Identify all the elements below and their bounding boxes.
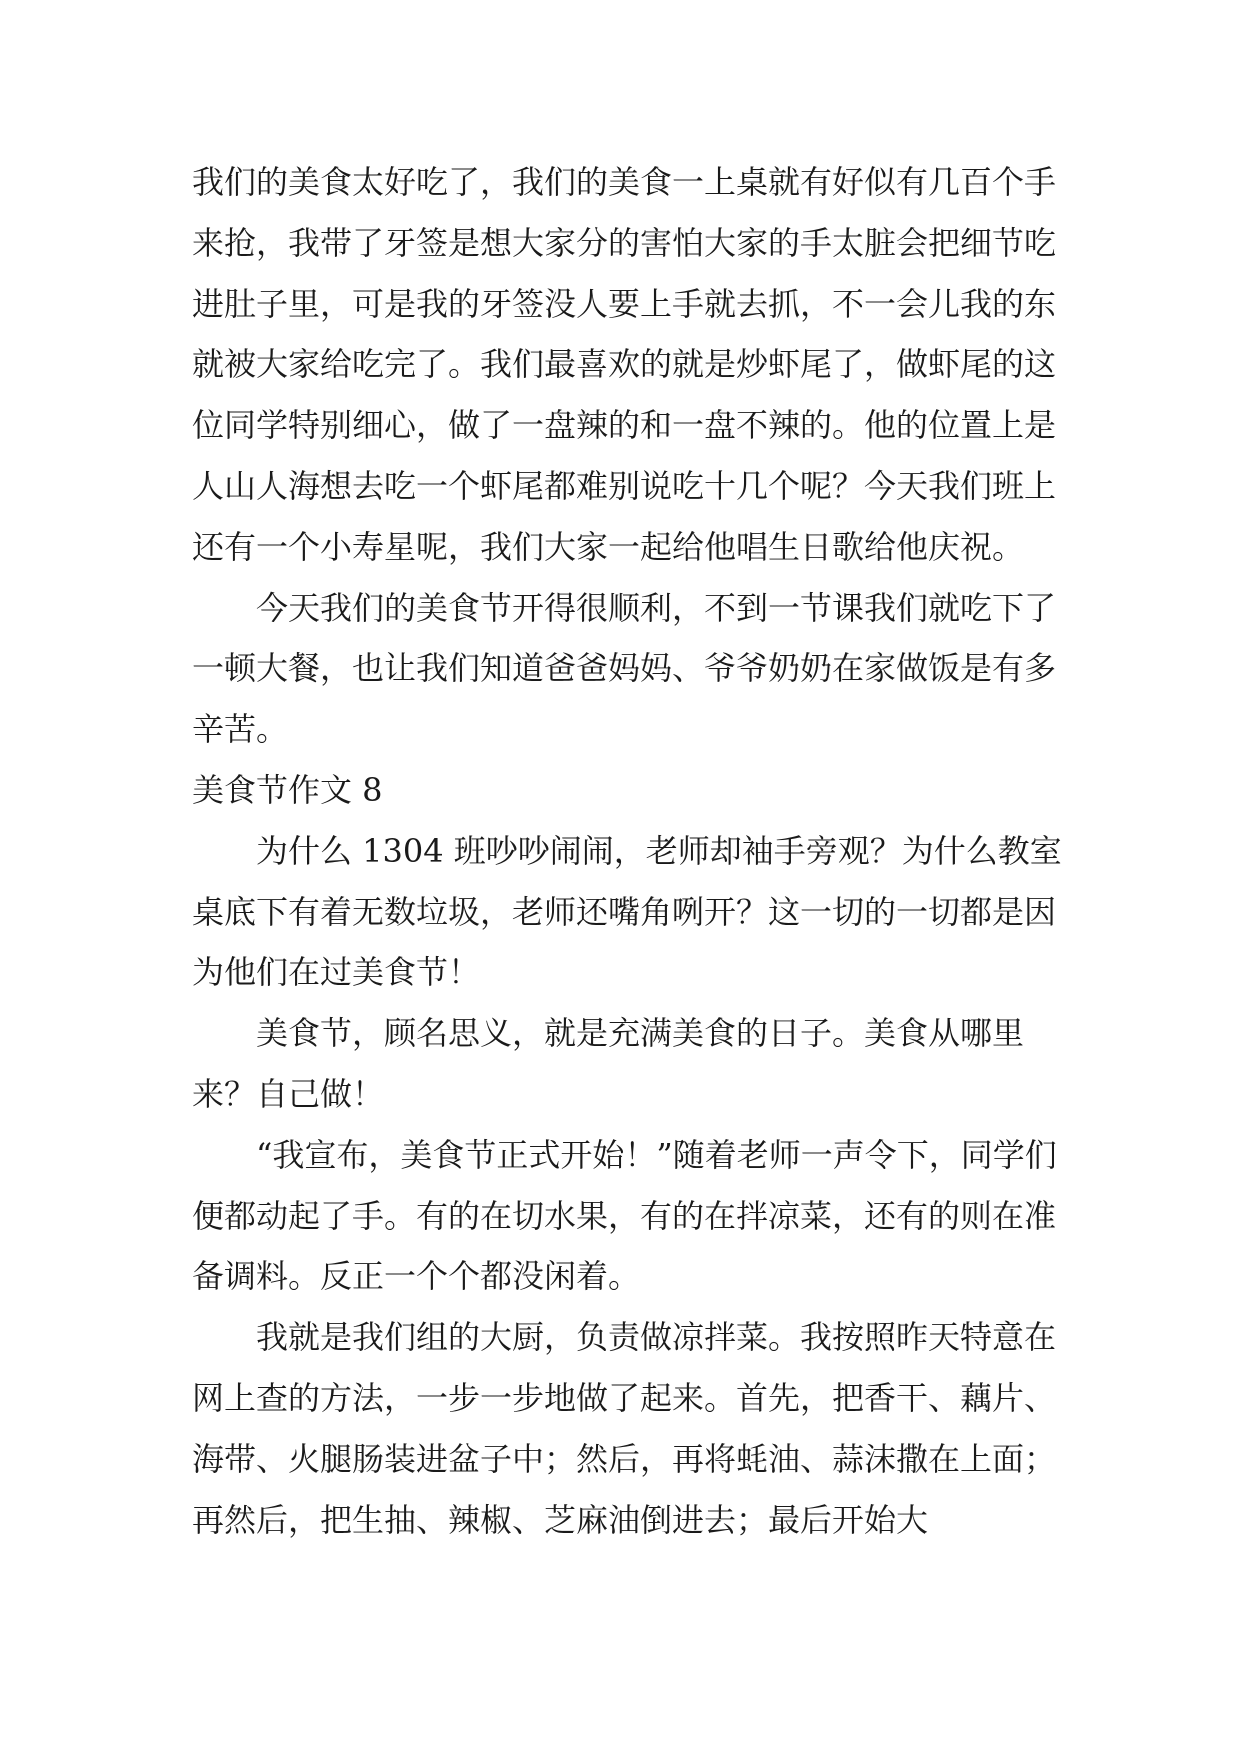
paragraph-1: 我们的美食太好吃了，我们的美食一上桌就有好似有几百个手来抢，我带了牙签是想大家分的害怕大家的手太脏会把细节吃进肚子里，可是我的牙签没人要上手就去抓，不一会儿我的东就被大家给吃完了。我们最喜欢的就是炒虾尾了，做虾尾的这位同学特别细心，做了一盘辣的和一盘不辣的。他的位置上是人山人海想去吃一个虾尾都难别说吃十几个呢？今天我们班上还有一个小寿星呢，我们大家一起给他唱生日歌给他庆祝。 — [192, 163, 1057, 566]
paragraph-6: 我就是我们组的大厨，负责做凉拌菜。我按照昨天特意在网上查的方法，一步一步地做了起来。首先，把香干、藕片、海带、火腿肠装进盆子中；然后，再将蚝油、蒜沫撒在上面；再然后，把生抽、辣椒、芝麻油倒进去；最后开始大 — [192, 1318, 1057, 1539]
paragraph-4: 美食节，顾名思义，就是充满美食的日子。美食从哪里来？自己做！ — [192, 1014, 1025, 1113]
paragraph-3: 为什么 1304 班吵吵闹闹，老师却袖手旁观？为什么教室桌底下有着无数垃圾，老师还嘴角咧开？这一切的一切都是因为他们在过美食节！ — [192, 831, 1062, 992]
paragraph-2: 今天我们的美食节开得很顺利，不到一节课我们就吃下了一顿大餐，也让我们知道爸爸妈妈、爷爷奶奶在家做饭是有多辛苦。 — [192, 588, 1057, 749]
section-heading: 美食节作文 8 — [192, 770, 383, 809]
paragraph-5: “我宣布，美食节正式开始！”随着老师一声令下，同学们便都动起了手。有的在切水果，有的在拌凉菜，还有的则在准备调料。反正一个个都没闲着。 — [192, 1135, 1057, 1296]
document-body — [192, 152, 1062, 1550]
